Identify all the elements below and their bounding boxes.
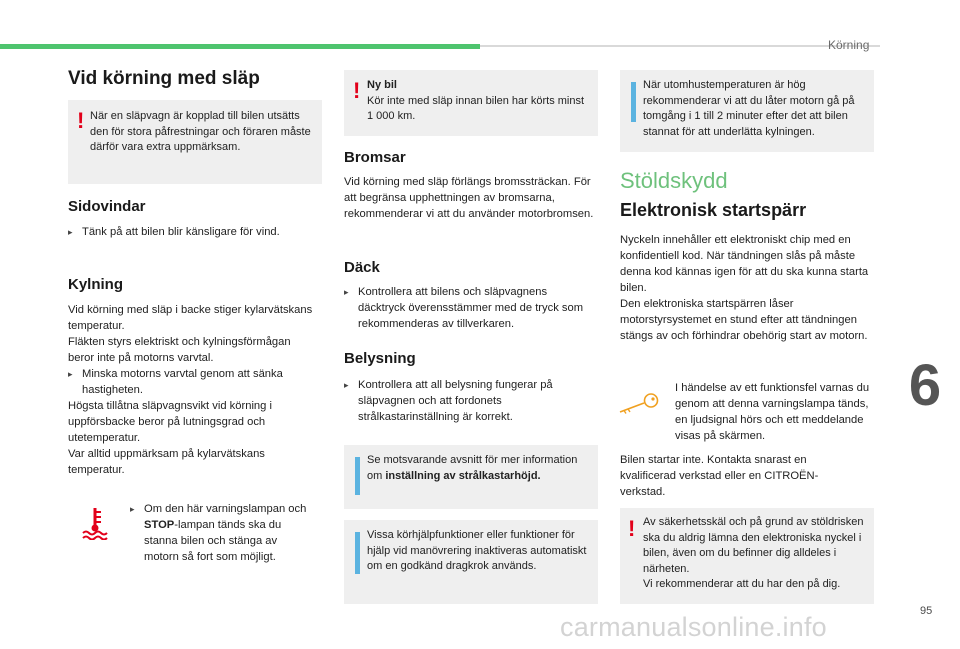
list-item: ▸ Minska motorns varvtal genom att sänka hastigheten. xyxy=(68,368,283,396)
paragraph: Vid körning med släp förlängs bromssträckan. För att begränsa upphettningen av bromsarna, rekommenderar vi att du använder motorbromsen. xyxy=(344,176,594,220)
info-text: När utomhustemperaturen är hög rekommenderar vi att du låter motorn gå på tomgång i 1 till 2 minuter efter det att bilen stannat för att underlätta kylningen. xyxy=(643,79,855,138)
info-box-temperature xyxy=(620,70,874,152)
info-bar-icon xyxy=(631,82,636,122)
key-icon xyxy=(618,392,662,416)
heading-dack: Däck xyxy=(344,259,380,276)
list-item: ▸ Om den här varningslampan och STOP-lampan tänds ska du stanna bilen och stänga av motorn så fort som möjligt. xyxy=(130,503,307,563)
warning-text: Ny bil Kör inte med släp innan bilen har körts minst 1 000 km. xyxy=(367,79,585,122)
startsparr-text xyxy=(620,232,876,344)
exclamation-icon: ! xyxy=(628,516,636,541)
heading-kylning: Kylning xyxy=(68,276,123,293)
bullet-icon: ▸ xyxy=(130,504,135,514)
paragraph: Bilen startar inte. Kontakta snarast en kvalificerad verkstad eller en CITROËN-verkstad. xyxy=(620,454,819,498)
coolant-temperature-icon xyxy=(80,506,110,540)
info-text: Se motsvarande avsnitt för mer information om inställning av strålkastarhöjd. xyxy=(367,454,578,482)
chapter-number: 6 xyxy=(908,352,942,418)
exclamation-icon: ! xyxy=(353,78,361,103)
paragraph: Fläkten styrs elektriskt och kylningsförmågan beror inte på motorns varvtal. xyxy=(68,336,291,364)
warning-text: Av säkerhetsskäl och på grund av stöldrisken ska du aldrig lämna den elektroniska nyckel i bilen, även om du befinner dig alldeles i närheten. Vi rekommenderar att du har den på dig. xyxy=(643,516,864,590)
heading-belysning: Belysning xyxy=(344,350,416,367)
warning-text: När en släpvagn är kopplad till bilen utsätts den för stora påfrestningar och föraren måste därför vara extra uppmärksam. xyxy=(90,110,311,153)
bullet-icon: ▸ xyxy=(68,227,73,237)
header-rule xyxy=(480,45,880,47)
info-box-driving-aids xyxy=(344,520,598,604)
bullet-icon: ▸ xyxy=(68,369,73,379)
warning-box-new-car xyxy=(344,70,598,136)
info-text: Vissa körhjälpfunktioner eller funktioner för hjälp vid manövrering inaktiveras automatiskt om en godkänd dragkrok används. xyxy=(367,529,587,572)
warning-box-key xyxy=(620,508,874,604)
info-bar-icon xyxy=(355,532,360,574)
list-item: ▸ Kontrollera att bilens och släpvagnens däcktryck överensstämmer med de tryck som rekommenderas av tillverkaren. xyxy=(344,286,584,330)
kylning-text xyxy=(68,302,318,478)
paragraph: Högsta tillåtna släpvagnsvikt vid körning i uppförsbacke beror på lutningsgrad och utetemperatur. xyxy=(68,400,272,444)
bullet-icon: ▸ xyxy=(344,380,349,390)
warning-box-trailer xyxy=(68,100,322,184)
paragraph: Var alltid uppmärksam på kylarvätskans temperatur. xyxy=(68,448,265,476)
header-accent-bar xyxy=(0,44,480,49)
exclamation-icon: ! xyxy=(77,108,85,133)
heading-sidovindar: Sidovindar xyxy=(68,198,146,215)
paragraph: Vid körning med släp i backe stiger kylarvätskans temperatur. xyxy=(68,304,313,332)
page-number: 95 xyxy=(920,605,933,617)
list-item: ▸ Tänk på att bilen blir känsligare för vind. xyxy=(68,226,280,238)
heading-bromsar: Bromsar xyxy=(344,149,406,166)
heading-elektronisk-startsparr: Elektronisk startspärr xyxy=(620,200,807,220)
info-bar-icon xyxy=(355,457,360,495)
bullet-icon: ▸ xyxy=(344,287,349,297)
section-label: Körning xyxy=(828,38,870,52)
page-title: Vid körning med släp xyxy=(68,68,260,89)
list-item: ▸ Kontrollera att all belysning fungerar på släpvagnen och att fordonets strålkastarinställning är korrekt. xyxy=(344,379,553,423)
paragraph: Nyckeln innehåller ett elektroniskt chip med en konfidentiell kod. När tändningen slås på måste denna kod kännas igen för att du ska kunna starta bilen. xyxy=(620,234,869,294)
watermark: carmanualsonline.info xyxy=(560,612,827,642)
paragraph: Den elektroniska startspärren låser motorstyrsystemet en stund efter att tändningen stängs av och förhindrar obehörig start av motorn. xyxy=(620,298,868,342)
section-title-stoldskydd: Stöldskydd xyxy=(620,168,728,193)
key-warning-text: I händelse av ett funktionsfel varnas du genom att denna varningslampa tänds, en ljudsignal hörs och ett meddelande visas på skärmen. xyxy=(675,382,870,442)
info-box-headlamp xyxy=(344,445,598,509)
